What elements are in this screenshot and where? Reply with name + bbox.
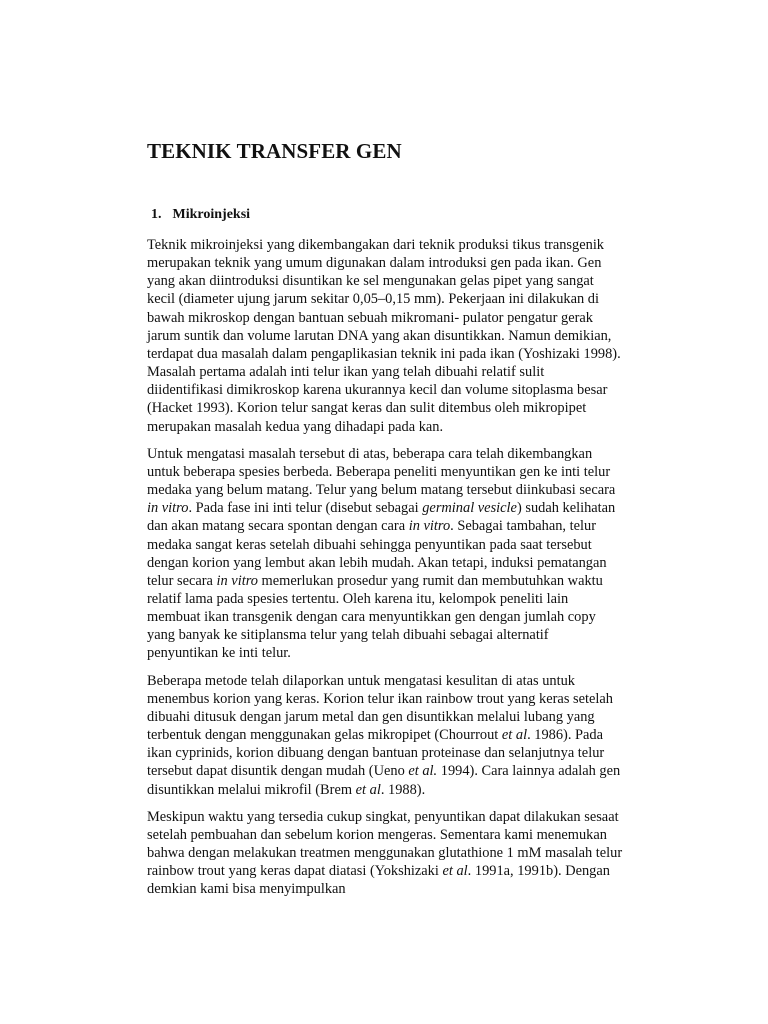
text-run: dengan korion yang lembut akan lebih mudah. Akan tetapi, induksi pematangan xyxy=(147,554,607,571)
text-run: kecil (diameter ujung jarum sekitar 0,05–0,15 mm). Pekerjaan ini dilakukan di xyxy=(147,291,599,308)
text-run: . 1991a, 1991b). Dengan xyxy=(467,863,610,880)
text-run: . 1988). xyxy=(380,781,426,798)
text-run: setelah pembuahan dan sebelum korion mengeras. Sementara kami menemukan xyxy=(147,826,607,843)
text-run: diidentifikasi dimikroskop karena ukurannya kecil dan volume sitoplasma besar xyxy=(147,382,608,399)
text-run: dibuahi ditusuk dengan jarum metal dan gen disuntikkan melalui lubang yang xyxy=(147,708,595,725)
text-line xyxy=(147,781,662,799)
text-run: disuntikkan melalui mikrofil (Brem xyxy=(147,781,356,798)
document-page xyxy=(147,138,662,898)
body-text xyxy=(147,236,662,898)
text-run: . Pada fase ini inti telur (disebut sebagai xyxy=(188,500,423,517)
paragraph xyxy=(147,236,662,436)
text-line xyxy=(147,272,662,290)
text-run: Masalah pertama adalah inti telur ikan yang telah dibuahi relatif sulit xyxy=(147,364,545,381)
text-line xyxy=(147,236,662,254)
text-line xyxy=(147,418,662,436)
text-line xyxy=(147,672,662,690)
text-line xyxy=(147,590,662,608)
text-run: bawah mikroskop dengan bantuan sebuah mikromani- pulator pengatur gerak xyxy=(147,309,593,326)
text-line xyxy=(147,481,662,499)
text-run: Meskipun waktu yang tersedia cukup singkat, penyuntikan dapat dilakukan sesaat xyxy=(147,808,619,825)
text-run: membuat ikan transgenik dengan cara menyuntikkan gen dengan jumlah copy xyxy=(147,609,596,626)
text-run: ) sudah kelihatan xyxy=(516,500,616,517)
italic-text: et al xyxy=(355,781,381,798)
paragraph xyxy=(147,445,662,663)
text-line xyxy=(147,608,662,626)
text-run: medaka yang belum matang. Telur yang belum matang tersebut diinkubasi secara xyxy=(147,482,616,499)
italic-text: in vitro xyxy=(216,572,258,589)
paragraph xyxy=(147,808,662,899)
text-line xyxy=(147,708,662,726)
text-line xyxy=(147,517,662,535)
text-line xyxy=(147,572,662,590)
text-run: . Sebagai tambahan, telur xyxy=(450,518,596,535)
text-run: bahwa dengan melakukan treatmen menggunakan glutathione 1 mM masalah telur xyxy=(147,845,623,861)
text-line xyxy=(147,808,662,826)
italic-text: in vitro xyxy=(147,500,189,517)
text-line xyxy=(147,254,662,272)
text-line xyxy=(147,626,662,644)
text-line xyxy=(147,744,662,762)
text-line xyxy=(147,644,662,662)
italic-text: et al xyxy=(501,727,528,744)
text-run: tersebut dapat disuntik dengan mudah (Ueno xyxy=(147,763,409,780)
text-line xyxy=(147,880,662,898)
text-line xyxy=(147,309,662,327)
section-heading xyxy=(151,206,662,224)
text-run: terbentuk dengan menggunakan gelas mikropipet (Chourrout xyxy=(147,727,502,744)
text-run: . 1986). Pada xyxy=(527,727,604,744)
text-run: (Hacket 1993). Korion telur sangat keras dan sulit ditembus oleh mikropipet xyxy=(147,400,587,417)
text-run: rainbow trout yang keras dapat diatasi (Yokshizaki xyxy=(147,863,443,880)
text-line xyxy=(147,690,662,708)
page-title: TEKNIK TRANSFER GEN xyxy=(147,139,402,163)
text-run: Teknik mikroinjeksi yang dikembangakan dari teknik produksi tikus transgenik xyxy=(147,237,605,253)
text-line xyxy=(147,290,662,308)
text-run: dan akan matang secara spontan dengan cara xyxy=(147,518,409,535)
text-line xyxy=(147,826,662,844)
text-line xyxy=(147,844,662,862)
text-line xyxy=(147,463,662,481)
text-run: Untuk mengatasi masalah tersebut di atas, beberapa cara telah dikembangkan xyxy=(147,445,593,462)
text-line xyxy=(147,345,662,363)
section-number: 1. xyxy=(151,207,162,222)
text-run: medaka sangat keras setelah dibuahi sehingga penyuntikan pada saat tersebut xyxy=(147,536,592,553)
section-title: Mikroinjeksi xyxy=(172,207,251,222)
text-run: terdapat dua masalah dalam pengaplikasian teknik ini pada ikan (Yoshizaki 1998). xyxy=(147,345,621,362)
text-run: Beberapa metode telah dilaporkan untuk mengatasi kesulitan di atas untuk xyxy=(147,672,575,689)
text-line xyxy=(147,762,662,780)
italic-text: et al. xyxy=(408,763,438,780)
text-line xyxy=(147,327,662,345)
paragraph xyxy=(147,672,662,799)
italic-text: in vitro xyxy=(408,518,451,535)
text-run: relatif lama pada spesies tertentu. Oleh karena itu, kelompok peneliti lain xyxy=(147,590,569,607)
text-line xyxy=(147,862,662,880)
text-run: untuk beberapa spesies berbeda. Beberapa peneliti menyuntikan gen ke inti telur xyxy=(147,463,611,480)
text-line xyxy=(147,363,662,381)
text-line xyxy=(147,499,662,517)
text-run: ikan cyprinids, korion dibuang dengan bantuan proteinase dan selanjutnya telur xyxy=(147,745,605,762)
text-run: yang akan diintroduksi disuntikan ke sel mengunakan gelas pipet yang sangat xyxy=(147,273,594,290)
text-run: menembus korion yang keras. Korion telur ikan rainbow trout yang keras setelah xyxy=(147,690,613,707)
text-line xyxy=(147,554,662,572)
text-line xyxy=(147,399,662,417)
text-run: demkian kami bisa menyimpulkan xyxy=(147,881,346,898)
text-run: merupakan masalah kedua yang dihadapi pada kan. xyxy=(147,418,444,435)
text-run: merupakan teknik yang umum digunakan dalam introduksi gen pada ikan. Gen xyxy=(147,255,602,272)
text-run: yang banyak ke sitiplansma telur yang telah dibuahi sebagai alternatif xyxy=(147,627,549,644)
italic-text: et al xyxy=(442,863,468,880)
text-run: memerlukan prosedur yang rumit dan membutuhkan waktu xyxy=(257,572,603,589)
text-line xyxy=(147,445,662,463)
text-line xyxy=(147,381,662,399)
text-run: jarum suntik dan volume larutan DNA yang akan disuntikkan. Namun demikian, xyxy=(147,327,612,344)
text-line xyxy=(147,726,662,744)
text-run: penyuntikan ke inti telur. xyxy=(147,645,291,662)
text-run: 1994). Cara lainnya adalah gen xyxy=(437,763,621,780)
italic-text: germinal vesicle xyxy=(422,500,517,517)
text-run: telur secara xyxy=(147,572,217,589)
text-line xyxy=(147,536,662,554)
